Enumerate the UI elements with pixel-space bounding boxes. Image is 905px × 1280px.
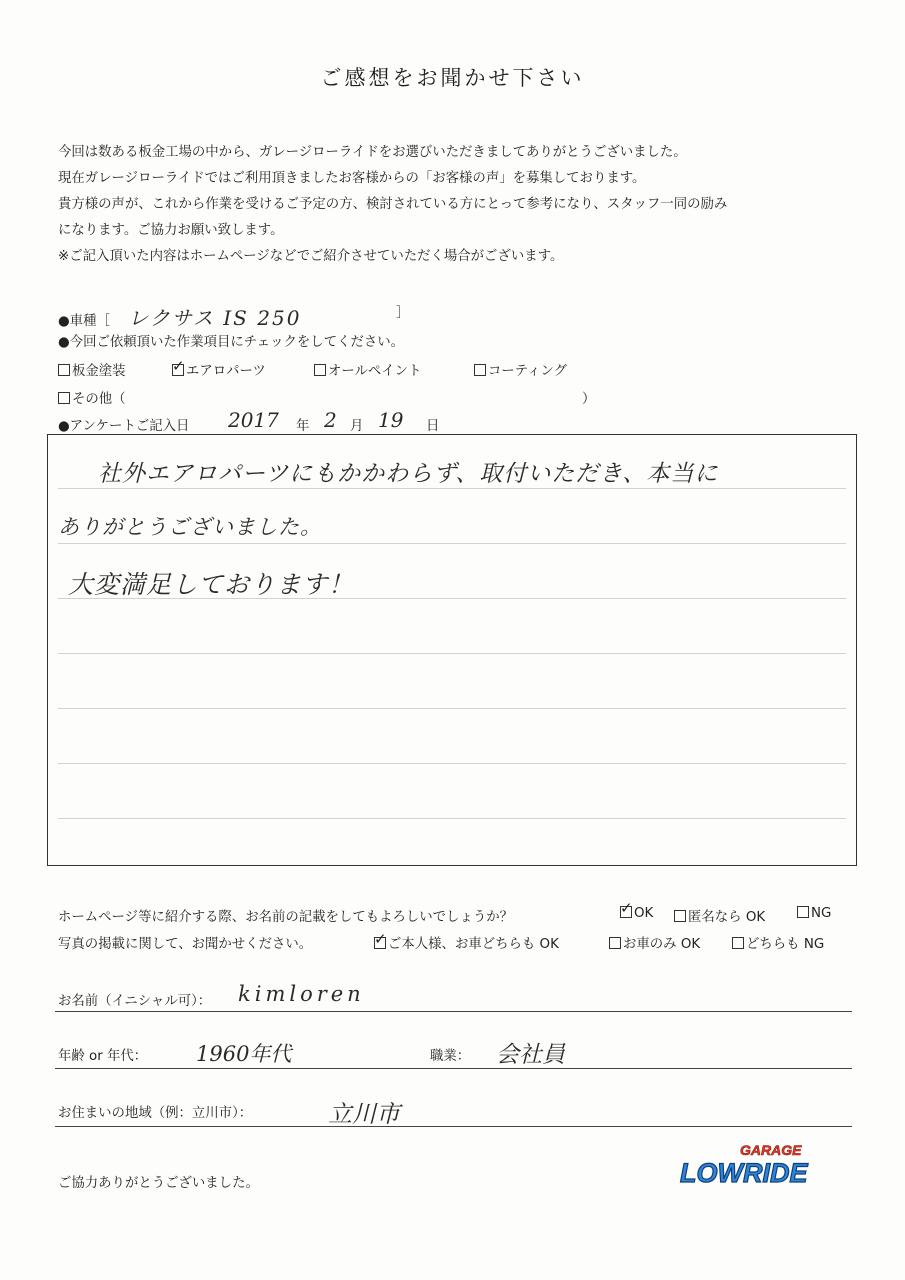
option-label: 匿名なら OK: [688, 910, 766, 925]
vehicle-value[interactable]: レクサス IS 250: [128, 306, 302, 330]
thanks-text: ご協力ありがとうございました。: [58, 1176, 259, 1191]
intro-line: 貴方様の声が、これから作業を受けるご予定の方、検討されている方にとって参考になり、スタッフ一同の励み: [58, 197, 728, 212]
q-photo-option-car[interactable]: [609, 933, 700, 952]
vehicle-label: ●車種［: [58, 314, 110, 329]
date-month-unit: 月: [350, 419, 364, 434]
date-month[interactable]: 2: [324, 408, 337, 432]
area-label: お住まいの地域（例：立川市）：: [58, 1106, 253, 1121]
intro-text: [58, 140, 848, 270]
intro-line: ※ご記入頂いた内容はホームページなどでご紹介させていただく場合がございます。: [58, 249, 564, 264]
checkbox-checked[interactable]: [374, 937, 386, 949]
option-label: オールペイント: [328, 364, 422, 379]
ruled-line: [58, 543, 846, 544]
area-value[interactable]: 立川市: [328, 1100, 400, 1128]
option-label: OK: [634, 906, 654, 921]
checkbox[interactable]: [58, 392, 70, 404]
checkbox[interactable]: [314, 364, 326, 376]
checkbox[interactable]: [797, 906, 809, 918]
checkbox[interactable]: [474, 364, 486, 376]
intro-line: 今回は数ある板金工場の中から、ガレージローライドをお選びいただきましてありがとうございました。: [58, 145, 687, 160]
option-label: その他（: [72, 392, 126, 407]
checkbox[interactable]: [609, 937, 621, 949]
comment-line: 大変満足しております！: [68, 570, 355, 599]
other-close: ）: [582, 392, 596, 407]
checkbox-checked[interactable]: [172, 364, 184, 376]
comment-box[interactable]: [47, 434, 857, 866]
name-value[interactable]: kimloren: [238, 982, 365, 1006]
page-title: ご感想をお聞かせ下さい: [320, 66, 585, 90]
ruled-line: [58, 818, 846, 819]
q-name-publish: ホームページ等に紹介する際、お名前の記載をしてもよろしいでしょうか？: [58, 910, 514, 925]
work-option-bankin[interactable]: [58, 360, 126, 379]
logo-top-text: GARAGE: [740, 1142, 802, 1158]
ruled-line: [58, 763, 846, 764]
vehicle-row: [58, 302, 301, 331]
q-name-option-ok[interactable]: [620, 906, 653, 921]
checkbox[interactable]: [58, 364, 70, 376]
option-label: ご本人様、お車どちらも OK: [388, 937, 559, 952]
q-name-option-anon[interactable]: [674, 906, 765, 925]
age-value[interactable]: 1960年代: [196, 1042, 292, 1066]
ruled-line: [58, 488, 846, 489]
date-year-unit: 年: [296, 419, 310, 434]
option-label: NG: [811, 906, 832, 921]
comment-line: 社外エアロパーツにもかかわらず、取付いただき、本当に: [98, 461, 719, 487]
intro-line: 現在ガレージローライドではご利用頂きましたお客様からの「お客様の声」を募集しております。: [58, 171, 646, 186]
area-underline: [55, 1126, 852, 1127]
date-year[interactable]: 2017: [228, 408, 279, 432]
q-name-option-ng[interactable]: [797, 906, 831, 921]
date-day-unit: 日: [426, 419, 440, 434]
ruled-line: [58, 653, 846, 654]
option-label: お車のみ OK: [623, 937, 701, 952]
logo-bottom-text: LOWRIDE: [680, 1158, 808, 1188]
checkbox[interactable]: [674, 910, 686, 922]
age-label: 年齢 or 年代：: [58, 1049, 148, 1064]
ruled-line: [58, 708, 846, 709]
name-underline: [55, 1011, 852, 1012]
work-option-other[interactable]: [58, 388, 126, 407]
vehicle-close: ］: [396, 306, 410, 321]
date-label: ●アンケートご記入日: [58, 419, 190, 434]
intro-line: になります。ご協力お願い致します。: [58, 223, 284, 238]
q-photo-option-both[interactable]: [374, 933, 559, 952]
work-option-coating[interactable]: [474, 360, 567, 379]
garage-lowride-logo: [676, 1138, 818, 1188]
date-day[interactable]: 19: [378, 408, 404, 432]
age-job-underline: [55, 1068, 852, 1069]
job-label: 職業：: [430, 1049, 471, 1064]
name-label: お名前（イニシャル可）：: [58, 994, 212, 1009]
option-label: エアロパーツ: [186, 364, 266, 379]
work-option-allpaint[interactable]: [314, 360, 421, 379]
q-photo-option-ng[interactable]: [732, 933, 824, 952]
checkbox[interactable]: [732, 937, 744, 949]
work-option-aero[interactable]: [172, 360, 266, 379]
comment-line: ありがとうございました。: [58, 515, 322, 539]
option-label: コーティング: [488, 364, 568, 379]
option-label: どちらも NG: [746, 937, 825, 952]
checkbox-checked[interactable]: [620, 906, 632, 918]
q-photo: 写真の掲載に関して、お聞かせください。: [58, 937, 313, 952]
job-value[interactable]: 会社員: [496, 1042, 565, 1068]
work-prompt: ●今回ご依頼頂いた作業項目にチェックをしてください。: [58, 335, 405, 350]
option-label: 板金塗装: [72, 364, 126, 379]
